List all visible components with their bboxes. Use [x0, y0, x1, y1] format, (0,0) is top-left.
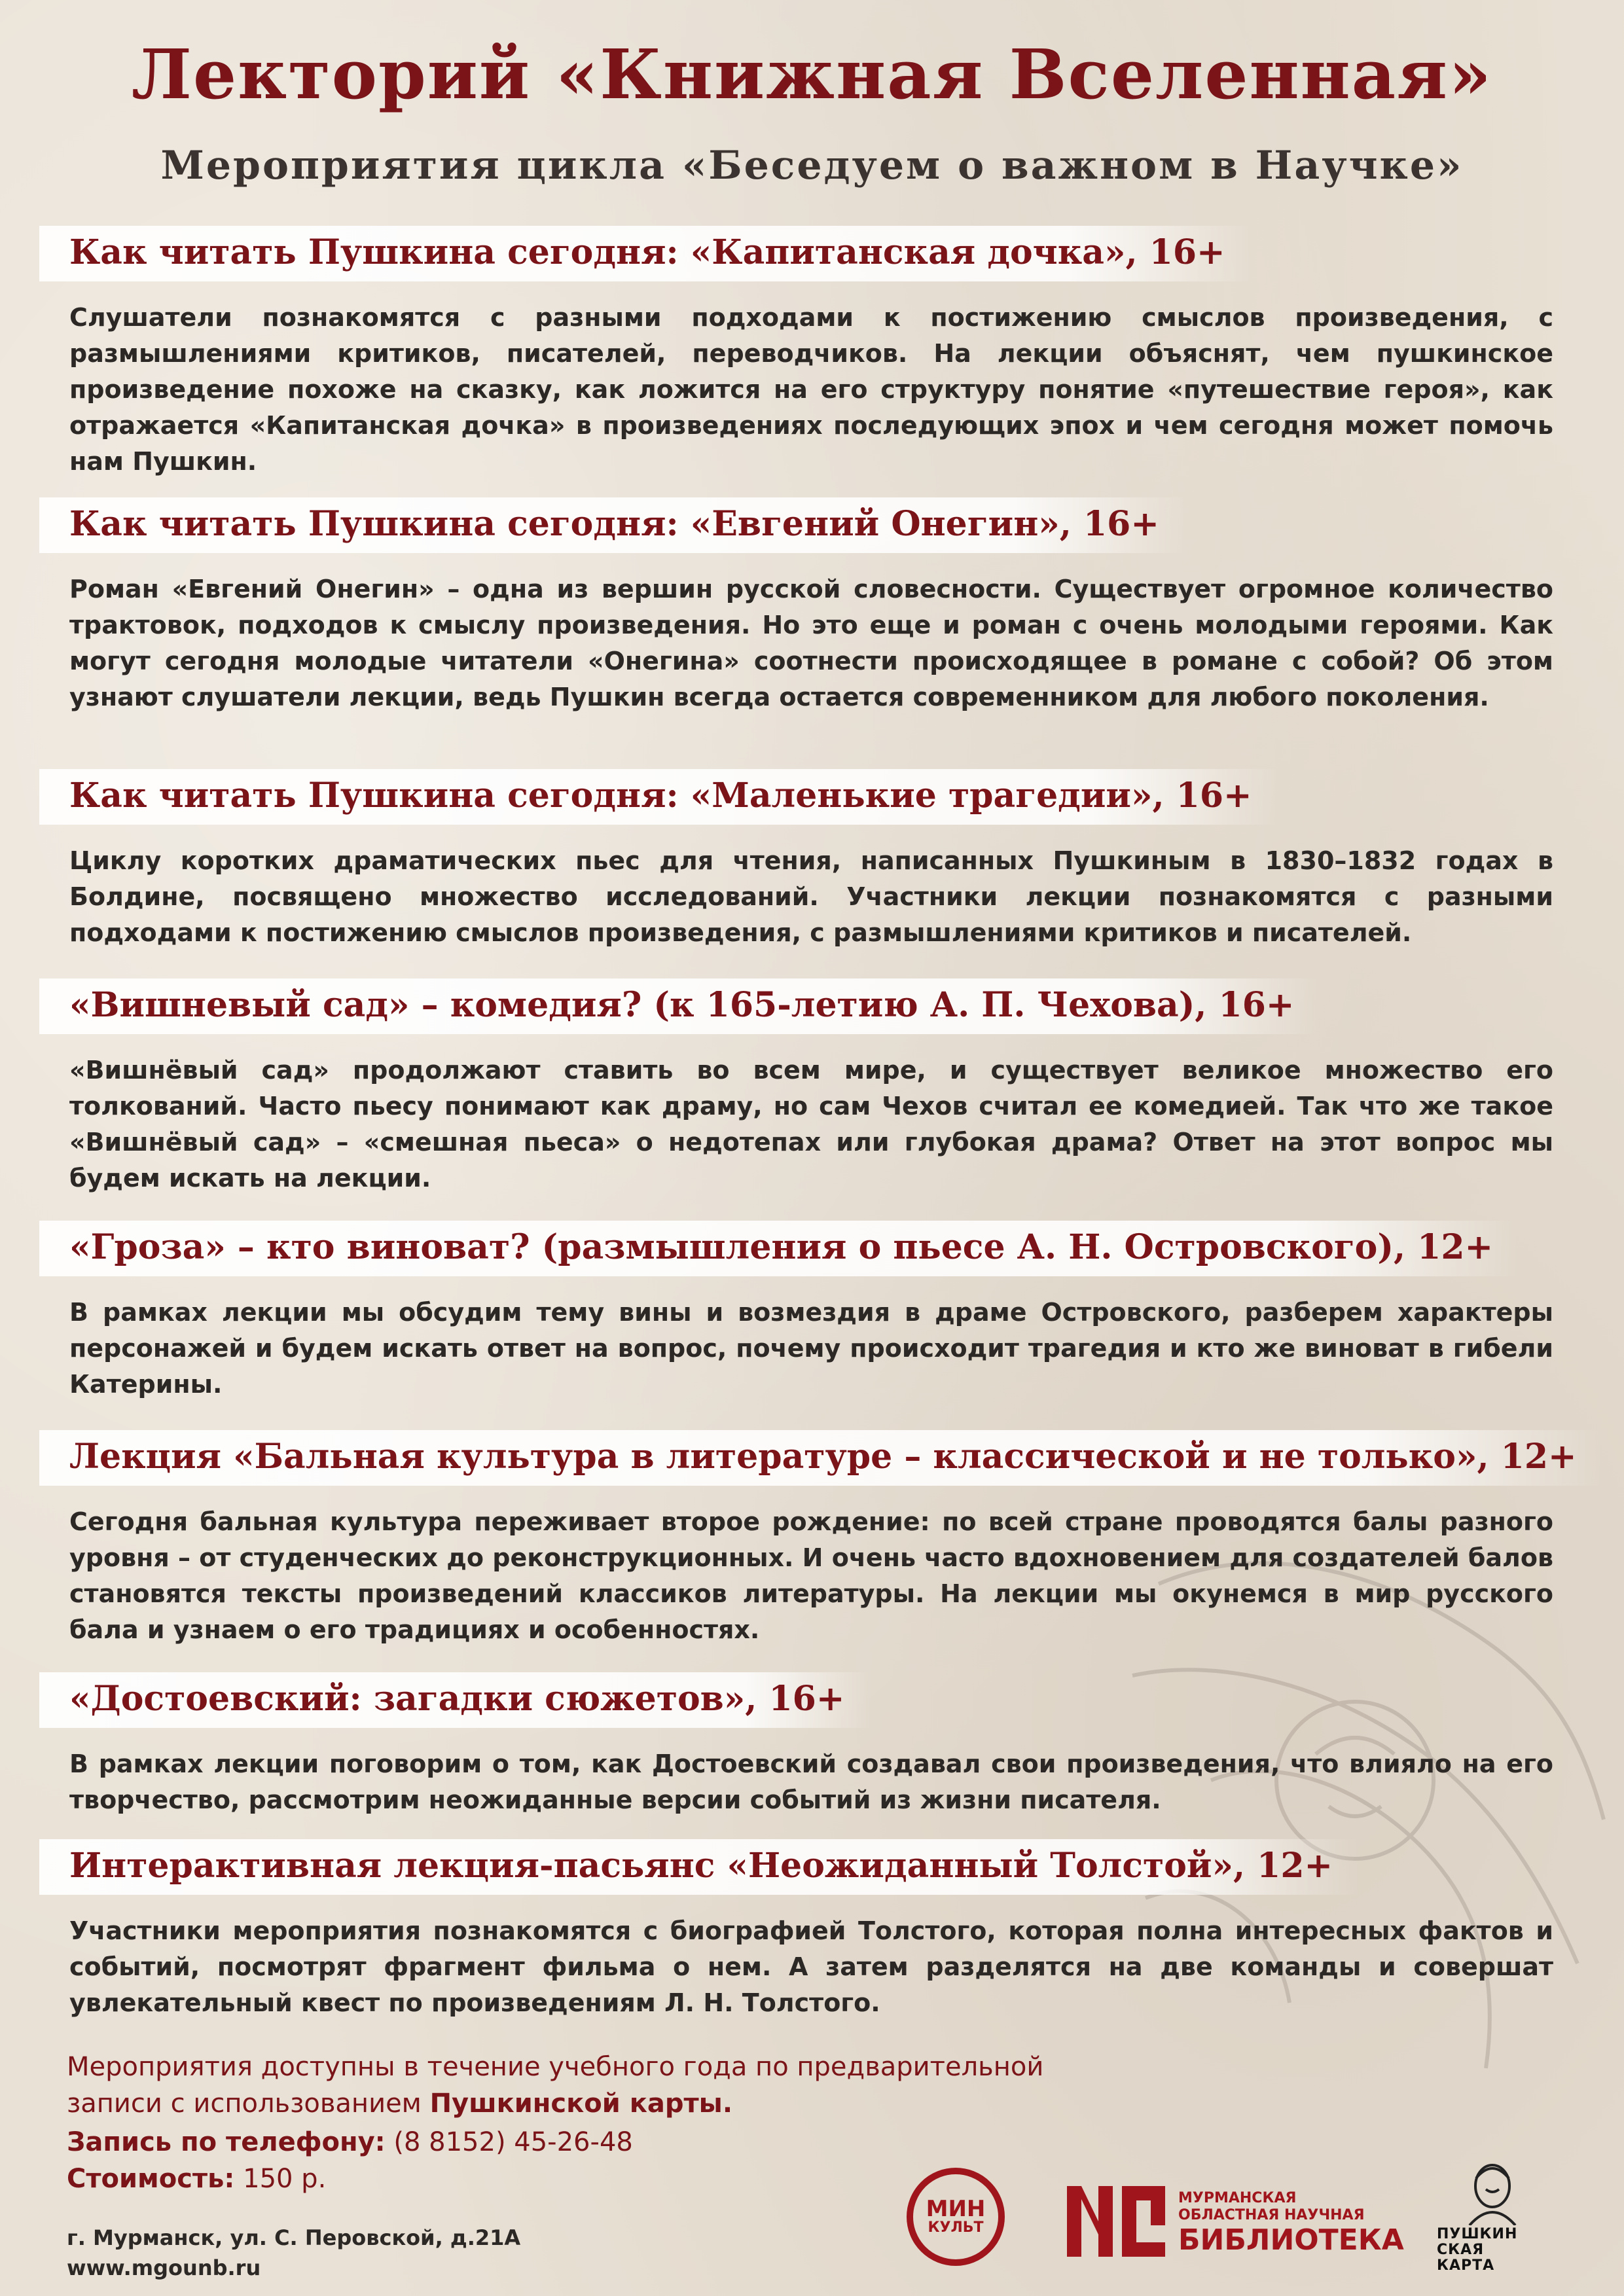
pushkin-card-logo: [1434, 2160, 1551, 2274]
event-section: [0, 1430, 1624, 1648]
event-heading: Интерактивная лекция-пасьянс «Неожиданный Толстой», 12+: [39, 1839, 1359, 1895]
event-section: [0, 1672, 1624, 1818]
event-heading: Лекция «Бальная культура в литературе – классической и не только», 12+: [39, 1430, 1603, 1486]
website-link[interactable]: www.mgounb.ru: [67, 2255, 261, 2280]
event-description: В рамках лекции мы обсудим тему вины и возмездия в драме Островского, разберем характеры персонажей и будем искать ответ на вопрос, почему происходит трагедия и кто же виноват в гибели Катерины.: [69, 1298, 1553, 1399]
event-description: Слушатели познакомятся с разными подходами к постижению смыслов произведения, с размышлениями критиков, писателей, переводчиков. На лекции объяснят, чем пушкинское произведение похоже на сказку, как ложится на его структуру понятие «путешествие героя», как отражается «Капитанская дочка» в произведениях последующих эпох и чем сегодня может помочь нам Пушкин.: [69, 303, 1553, 476]
phone-label: Запись по телефону:: [67, 2127, 386, 2157]
event-description: Участники мероприятия познакомятся с биографией Толстого, которая полна интересных фактов и событий, посмотрят фрагмент фильма о нем. А затем разделятся на две команды и совершат увлекательный квест по произведениям Л. Н. Толстого.: [69, 1916, 1553, 2017]
minkult-logo-line1: МИН: [926, 2196, 986, 2222]
event-heading: Как читать Пушкина сегодня: «Евгений Онегин», 16+: [39, 497, 1185, 553]
availability-note: [67, 2049, 1180, 2122]
event-description: Роман «Евгений Онегин» – одна из вершин русской словесности. Существует огромное количество трактовок, подходов к смыслу произведения. Но это еще и роман с очень молодыми героями. Как могут сегодня молодые читатели «Онегина» соотнести происходящее в романе с собой? Об этом узнают слушатели лекции, ведь Пушкин всегда остается современником для любого поколения.: [69, 575, 1553, 711]
availability-text: записи с использованием: [67, 2089, 430, 2119]
pushkin-card-line: КАРТА: [1437, 2257, 1495, 2274]
event-heading: Как читать Пушкина сегодня: «Маленькие трагедии», 16+: [39, 769, 1278, 825]
price-label: Стоимость:: [67, 2164, 235, 2194]
event-heading: «Гроза» – кто виноват? (размышления о пьесе А. Н. Островского), 12+: [39, 1221, 1519, 1276]
pushkin-card-line: ПУШКИН: [1437, 2226, 1518, 2242]
availability-line: [67, 2085, 1180, 2122]
pushkin-card-text: [1437, 2227, 1517, 2274]
minkult-logo-line2: КУЛЬТ: [928, 2219, 984, 2236]
pushkin-card-line: СКАЯ: [1437, 2242, 1485, 2258]
library-name-line: МУРМАНСКАЯ: [1178, 2190, 1297, 2206]
event-description: Циклу коротких драматических пьес для чтения, написанных Пушкиным в 1830–1832 годах в Болдине, посвящено множество исследований. Участники лекции познакомятся с разными подходами к постижению смыслов произведения, с размышлениями критиков и писателей.: [69, 846, 1553, 947]
pushkin-card-mention: Пушкинской карты.: [429, 2089, 733, 2119]
event-section: [0, 769, 1624, 951]
event-heading: «Достоевский: загадки сюжетов», 16+: [39, 1672, 871, 1728]
event-section: [0, 1221, 1624, 1403]
library-logo-mark-icon: [1067, 2186, 1165, 2257]
price-line: [67, 2164, 326, 2194]
phone-number: (8 8152) 45-26-48: [385, 2127, 633, 2157]
event-section: [0, 978, 1624, 1196]
minkult-logo: [907, 2168, 1005, 2266]
page-title: Лекторий «Книжная Вселенная»: [131, 34, 1493, 115]
event-heading: Как читать Пушкина сегодня: «Капитанская дочка», 16+: [39, 226, 1252, 281]
event-section: [0, 497, 1624, 715]
pushkin-portrait-icon: [1456, 2160, 1528, 2225]
address: г. Мурманск, ул. С. Перовской, д.21А: [67, 2225, 521, 2250]
library-logo: [1067, 2186, 1404, 2258]
phone-line: [67, 2127, 633, 2157]
event-description: «Вишнёвый сад» продолжают ставить во всем мире, и существует великое множество его толкований. Часто пьесу понимают как драму, но сам Чехов считал ее комедией. Так что же такое «Вишнёвый сад» – «смешная пьеса» о недотепах или глубокая драма? Ответ на этот вопрос мы будем искать на лекции.: [69, 1056, 1553, 1193]
price-value: 150 р.: [234, 2164, 327, 2194]
event-heading: «Вишневый сад» – комедия? (к 165-летию А. П. Чехова), 16+: [39, 978, 1320, 1034]
event-section: [0, 1839, 1624, 2021]
library-name-line: ОБЛАСТНАЯ НАУЧНАЯ: [1178, 2207, 1365, 2223]
library-name-small: [1178, 2190, 1365, 2224]
event-description: В рамках лекции поговорим о том, как Достоевский создавал свои произведения, что влияло на его творчество, рассмотрим неожиданные версии событий из жизни писателя.: [69, 1749, 1553, 1814]
event-section: [0, 226, 1624, 480]
event-description: Сегодня бальная культура переживает второе рождение: по всей стране проводятся балы разного уровня – от студенческих до реконструкционных. И очень часто вдохновением для создателей балов становятся тексты произведений классиков литературы. На лекции мы окунемся в мир русского бала и узнаем о его традициях и особенностях.: [69, 1507, 1553, 1644]
page-subtitle: Мероприятия цикла «Беседуем о важном в Научке»: [160, 143, 1464, 188]
availability-line: Мероприятия доступны в течение учебного года по предварительной: [67, 2052, 1044, 2082]
library-name-big: БИБЛИОТЕКА: [1178, 2223, 1404, 2257]
